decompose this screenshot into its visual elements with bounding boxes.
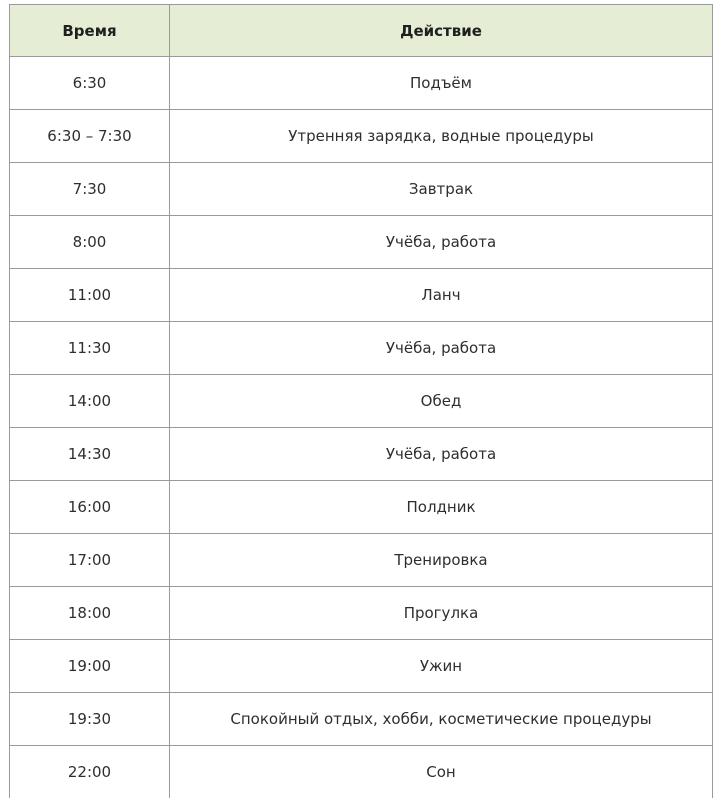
time-cell: 8:00 bbox=[10, 216, 170, 269]
time-cell: 7:30 bbox=[10, 163, 170, 216]
action-cell: Учёба, работа bbox=[170, 216, 713, 269]
table-header bbox=[10, 5, 713, 57]
table-row bbox=[10, 693, 713, 746]
header-time: Время bbox=[10, 5, 170, 57]
table-row bbox=[10, 428, 713, 481]
action-cell: Обед bbox=[170, 375, 713, 428]
table-row bbox=[10, 746, 713, 798]
time-cell: 14:30 bbox=[10, 428, 170, 481]
time-cell: 14:00 bbox=[10, 375, 170, 428]
time-cell: 18:00 bbox=[10, 587, 170, 640]
time-cell: 19:00 bbox=[10, 640, 170, 693]
table-row bbox=[10, 587, 713, 640]
table-row bbox=[10, 110, 713, 163]
table-row bbox=[10, 640, 713, 693]
time-cell: 6:30 – 7:30 bbox=[10, 110, 170, 163]
time-cell: 11:30 bbox=[10, 322, 170, 375]
time-cell: 17:00 bbox=[10, 534, 170, 587]
header-row bbox=[10, 5, 713, 57]
table-row bbox=[10, 534, 713, 587]
action-cell: Ланч bbox=[170, 269, 713, 322]
action-cell: Полдник bbox=[170, 481, 713, 534]
daily-schedule-table bbox=[9, 4, 713, 798]
table-row bbox=[10, 375, 713, 428]
time-cell: 11:00 bbox=[10, 269, 170, 322]
table-row bbox=[10, 269, 713, 322]
table-row bbox=[10, 57, 713, 110]
table-row bbox=[10, 216, 713, 269]
action-cell: Тренировка bbox=[170, 534, 713, 587]
time-cell: 19:30 bbox=[10, 693, 170, 746]
time-cell: 6:30 bbox=[10, 57, 170, 110]
action-cell: Завтрак bbox=[170, 163, 713, 216]
action-cell: Учёба, работа bbox=[170, 322, 713, 375]
action-cell: Ужин bbox=[170, 640, 713, 693]
table-row bbox=[10, 163, 713, 216]
time-cell: 22:00 bbox=[10, 746, 170, 798]
action-cell: Учёба, работа bbox=[170, 428, 713, 481]
action-cell: Подъём bbox=[170, 57, 713, 110]
table-row bbox=[10, 322, 713, 375]
action-cell: Спокойный отдых, хобби, косметические процедуры bbox=[170, 693, 713, 746]
action-cell: Прогулка bbox=[170, 587, 713, 640]
table-row bbox=[10, 481, 713, 534]
action-cell: Утренняя зарядка, водные процедуры bbox=[170, 110, 713, 163]
header-action: Действие bbox=[170, 5, 713, 57]
action-cell: Сон bbox=[170, 746, 713, 798]
table-body bbox=[10, 57, 713, 798]
time-cell: 16:00 bbox=[10, 481, 170, 534]
